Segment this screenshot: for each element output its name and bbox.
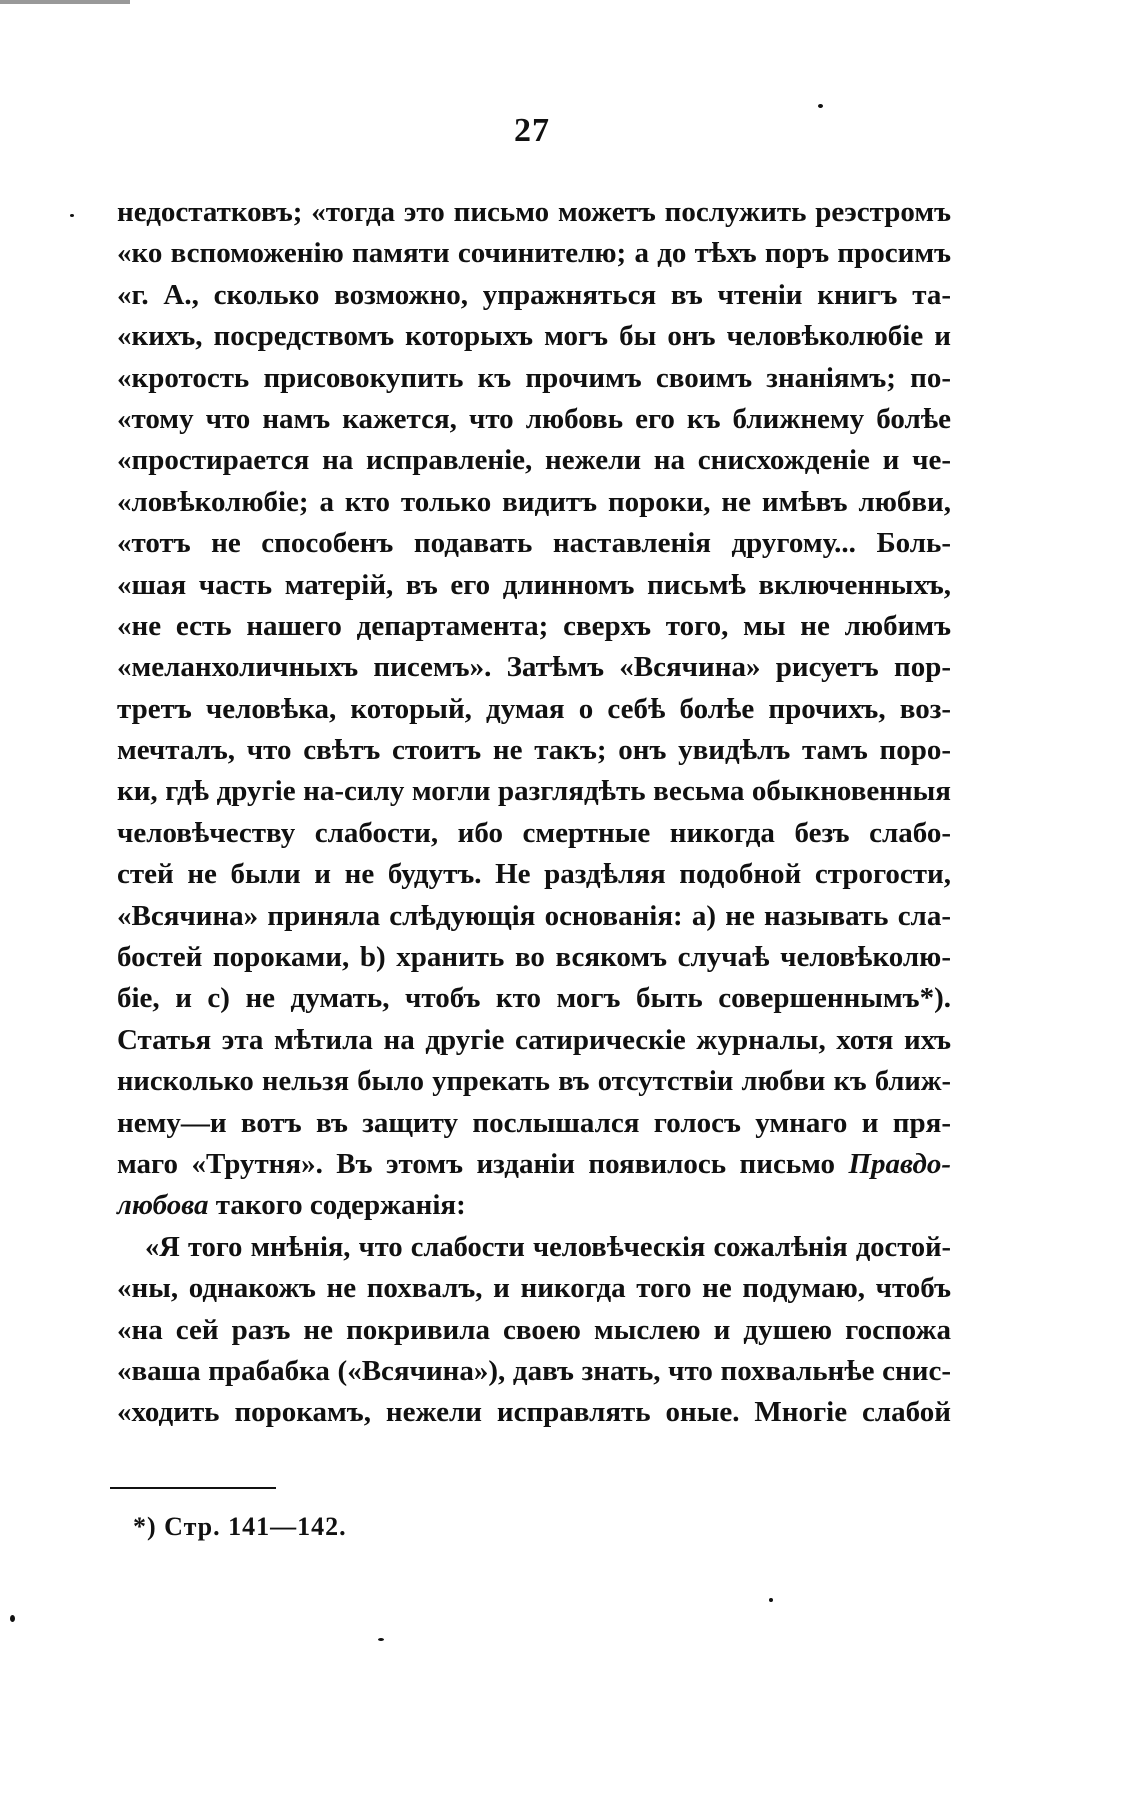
text-line: «ко вспоможенію памяти сочинителю; а до тѣхъ поръ просимъ bbox=[117, 237, 951, 270]
text-line: «тотъ не способенъ подавать наставленія другому... Боль- bbox=[117, 527, 951, 560]
text-line: «простирается на исправленіе, нежели на снисхожденіе и че- bbox=[117, 444, 951, 477]
text-fragment: маго «Трутня». Въ этомъ изданіи появилось письмо bbox=[117, 1147, 836, 1180]
quote-line: «ходить порокамъ, нежели исправлять оные. Многіе слабой bbox=[117, 1396, 951, 1429]
text-line: бостей пороками, b) хранить во всякомъ случаѣ человѣколю- bbox=[117, 941, 951, 974]
text-line: нисколько нельзя было упрекать въ отсутствіи любви къ ближ- bbox=[117, 1066, 951, 1098]
text-fragment: такого содержанія: bbox=[215, 1189, 466, 1222]
text-line: «не есть нашего департамента; сверхъ того, мы не любимъ bbox=[117, 609, 951, 642]
scan-speck bbox=[769, 1598, 773, 1602]
scan-speck bbox=[818, 104, 823, 108]
text-line: «кихъ, посредствомъ которыхъ могъ бы онъ человѣколюбіе и bbox=[117, 320, 951, 353]
quote-line: «Я того мнѣнія, что слабости человѣческія сожалѣнія достой- bbox=[145, 1231, 951, 1263]
text-line: «ловѣколюбіе; а кто только видитъ пороки, не имѣвъ любви, bbox=[117, 485, 951, 518]
text-line: «тому что намъ кажется, что любовь его къ ближнему болѣе bbox=[117, 402, 951, 435]
italic-name-part1: Правдо- bbox=[848, 1147, 951, 1180]
text-line: «меланхоличныхъ писемъ». Затѣмъ «Всячина» рисуетъ пор- bbox=[117, 651, 951, 684]
text-line: «кротость присовокупить къ прочимъ своимъ знаніямъ; по- bbox=[117, 361, 951, 394]
page-number: 27 bbox=[514, 112, 550, 149]
text-line: человѣчеству слабости, ибо смертные никогда безъ слабо- bbox=[117, 816, 951, 849]
scan-speck bbox=[70, 214, 74, 217]
quote-line: «ваша прабабка («Всячина»), давъ знать, что похвальнѣе снис- bbox=[117, 1354, 951, 1387]
scan-speck bbox=[378, 1638, 384, 1641]
text-line: «шая часть матерій, въ его длинномъ письмѣ включенныхъ, bbox=[117, 568, 951, 601]
text-line: Статья эта мѣтила на другіе сатирическіе журналы, хотя ихъ bbox=[117, 1023, 951, 1056]
quote-line: «на сей разъ не покривила своею мыслею и душею госпожа bbox=[117, 1313, 951, 1346]
text-line: ки, гдѣ другіе на-силу могли разглядѣть весьма обыкновенныя bbox=[117, 775, 951, 808]
text-line: нему—и вотъ въ защиту послышался голосъ умнаго и пря- bbox=[117, 1106, 951, 1139]
text-line: біе, и c) не думать, чтобъ кто могъ быть совершеннымъ*). bbox=[117, 982, 951, 1015]
text-line: мечталъ, что свѣтъ стоитъ не такъ; онъ увидѣлъ тамъ поро- bbox=[117, 734, 951, 767]
text-line-with-italic bbox=[117, 1185, 951, 1226]
text-line: стей не были и не будутъ. Не раздѣляя подобной строгости, bbox=[117, 858, 951, 891]
text-line: третъ человѣка, который, думая о себѣ болѣе прочихъ, воз- bbox=[117, 692, 951, 725]
scan-speck bbox=[10, 1615, 15, 1622]
text-line: недостатковъ; «тогда это письмо можетъ послужить реэстромъ bbox=[117, 196, 951, 228]
text-line: «г. А., сколько возможно, упражняться въ чтеніи книгъ та- bbox=[117, 278, 951, 311]
text-line-with-italic bbox=[117, 1144, 951, 1185]
footnote-rule bbox=[110, 1487, 276, 1489]
body-text bbox=[117, 192, 951, 1434]
footnote: *) Стр. 141—142. bbox=[133, 1512, 347, 1541]
scan-edge-mark bbox=[0, 0, 130, 4]
quote-line: «ны, однакожъ не похвалъ, и никогда того не подумаю, чтобъ bbox=[117, 1272, 951, 1305]
text-line: «Всячина» приняла слѣдующія основанія: a) не называть сла- bbox=[117, 899, 951, 932]
italic-name-part2: любова bbox=[117, 1189, 209, 1222]
